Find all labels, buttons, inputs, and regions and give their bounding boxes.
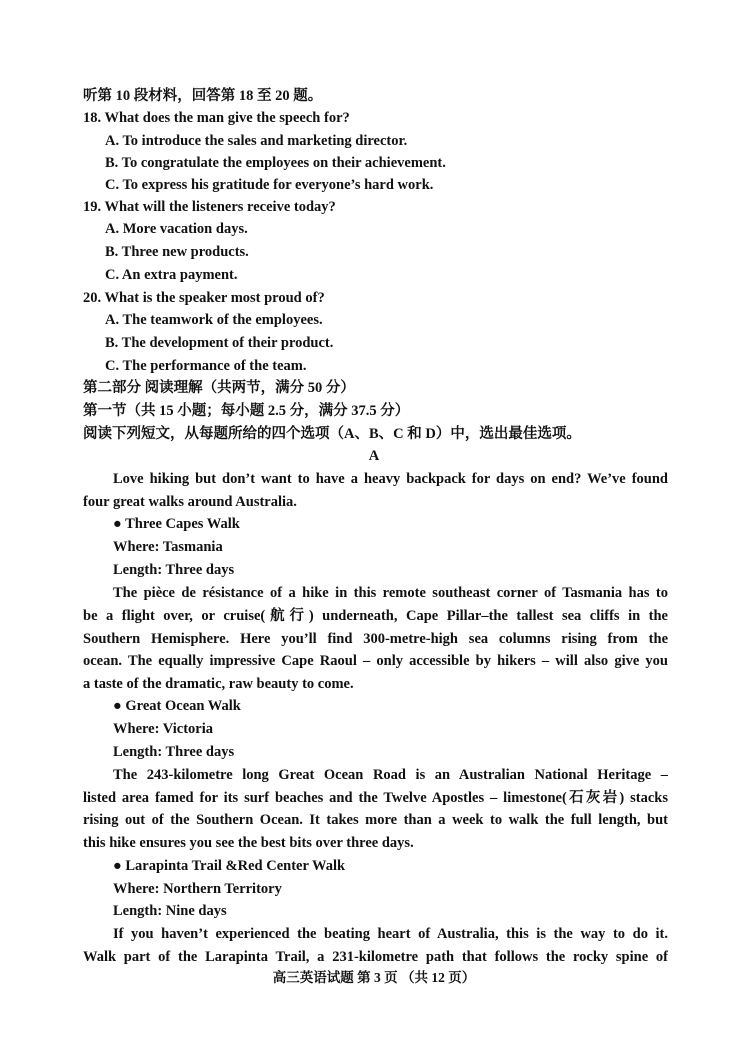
walk-1-para-line: ocean. The equally impressive Cape Raoul – only accessible by hikers – will also give you bbox=[83, 653, 668, 669]
intro-line-1: Love hiking but don’t want to have a heavy backpack for days on end? We’ve found bbox=[113, 471, 668, 487]
walk-2-name: ● Great Ocean Walk bbox=[113, 698, 241, 714]
walk-1-where: Where: Tasmania bbox=[113, 539, 223, 555]
walk-2-para-line: this hike ensures you see the best bits over three days. bbox=[83, 835, 414, 851]
question-19: 19. What will the listeners receive today? bbox=[83, 199, 336, 215]
subsection-title: 第一节（共 15 小题；每小题 2.5 分，满分 37.5 分） bbox=[83, 403, 410, 419]
intro-line-2: four great walks around Australia. bbox=[83, 494, 297, 510]
walk-2-para-line: listed area famed for its surf beaches and the Twelve Apostles – limestone(石灰岩) stacks bbox=[83, 790, 668, 806]
question-20-option-b: B. The development of their product. bbox=[105, 335, 334, 351]
question-20-option-a: A. The teamwork of the employees. bbox=[105, 312, 323, 328]
walk-2-para-line: rising out of the Southern Ocean. It takes more than a week to walk the full length, but bbox=[83, 812, 668, 828]
walk-3-length: Length: Nine days bbox=[113, 903, 227, 919]
walk-3-name: ● Larapinta Trail &Red Center Walk bbox=[113, 858, 346, 874]
walk-1-para-line: The pièce de résistance of a hike in this remote southeast corner of Tasmania has to bbox=[113, 585, 668, 601]
question-20: 20. What is the speaker most proud of? bbox=[83, 290, 325, 306]
walk-3-where: Where: Northern Territory bbox=[113, 881, 282, 897]
walk-2-length: Length: Three days bbox=[113, 744, 235, 760]
walk-1-para-line: be a flight over, or cruise(航行) underneath, Cape Pillar–the tallest sea cliffs in the bbox=[83, 608, 668, 624]
question-18-option-a: A. To introduce the sales and marketing director. bbox=[105, 133, 408, 149]
question-18: 18. What does the man give the speech for? bbox=[83, 110, 350, 126]
question-18-option-c: C. To express his gratitude for everyone’s hard work. bbox=[105, 177, 434, 193]
walk-2-where: Where: Victoria bbox=[113, 721, 213, 737]
part-two-title: 第二部分 阅读理解（共两节，满分 50 分） bbox=[83, 380, 355, 396]
walk-3-para-line: If you haven’t experienced the beating heart of Australia, this is the way to do it. bbox=[113, 926, 668, 942]
walk-1-length: Length: Three days bbox=[113, 562, 235, 578]
question-20-option-c: C. The performance of the team. bbox=[105, 358, 307, 374]
listening-instruction: 听第 10 段材料，回答第 18 至 20 题。 bbox=[83, 88, 323, 104]
passage-label: A bbox=[368, 448, 380, 464]
walk-1-para-line: Southern Hemisphere. Here you’ll find 300-metre-high sea columns rising from the bbox=[83, 631, 668, 647]
page-footer: 高三英语试题 第 3 页 （共 12 页） bbox=[272, 970, 476, 985]
question-18-option-b: B. To congratulate the employees on their achievement. bbox=[105, 155, 446, 171]
question-19-option-c: C. An extra payment. bbox=[105, 267, 238, 283]
walk-1-para-line: a taste of the dramatic, raw beauty to come. bbox=[83, 676, 354, 692]
walk-1-name: ● Three Capes Walk bbox=[113, 516, 240, 532]
walk-2-para-line: The 243-kilometre long Great Ocean Road is an Australian National Heritage – bbox=[113, 767, 668, 783]
question-19-option-b: B. Three new products. bbox=[105, 244, 249, 260]
walk-3-para-line: Walk part of the Larapinta Trail, a 231-kilometre path that follows the rocky spine of bbox=[83, 949, 668, 965]
question-19-option-a: A. More vacation days. bbox=[105, 221, 248, 237]
reading-directions: 阅读下列短文，从每题所给的四个选项（A、B、C 和 D）中，选出最佳选项。 bbox=[83, 426, 581, 442]
